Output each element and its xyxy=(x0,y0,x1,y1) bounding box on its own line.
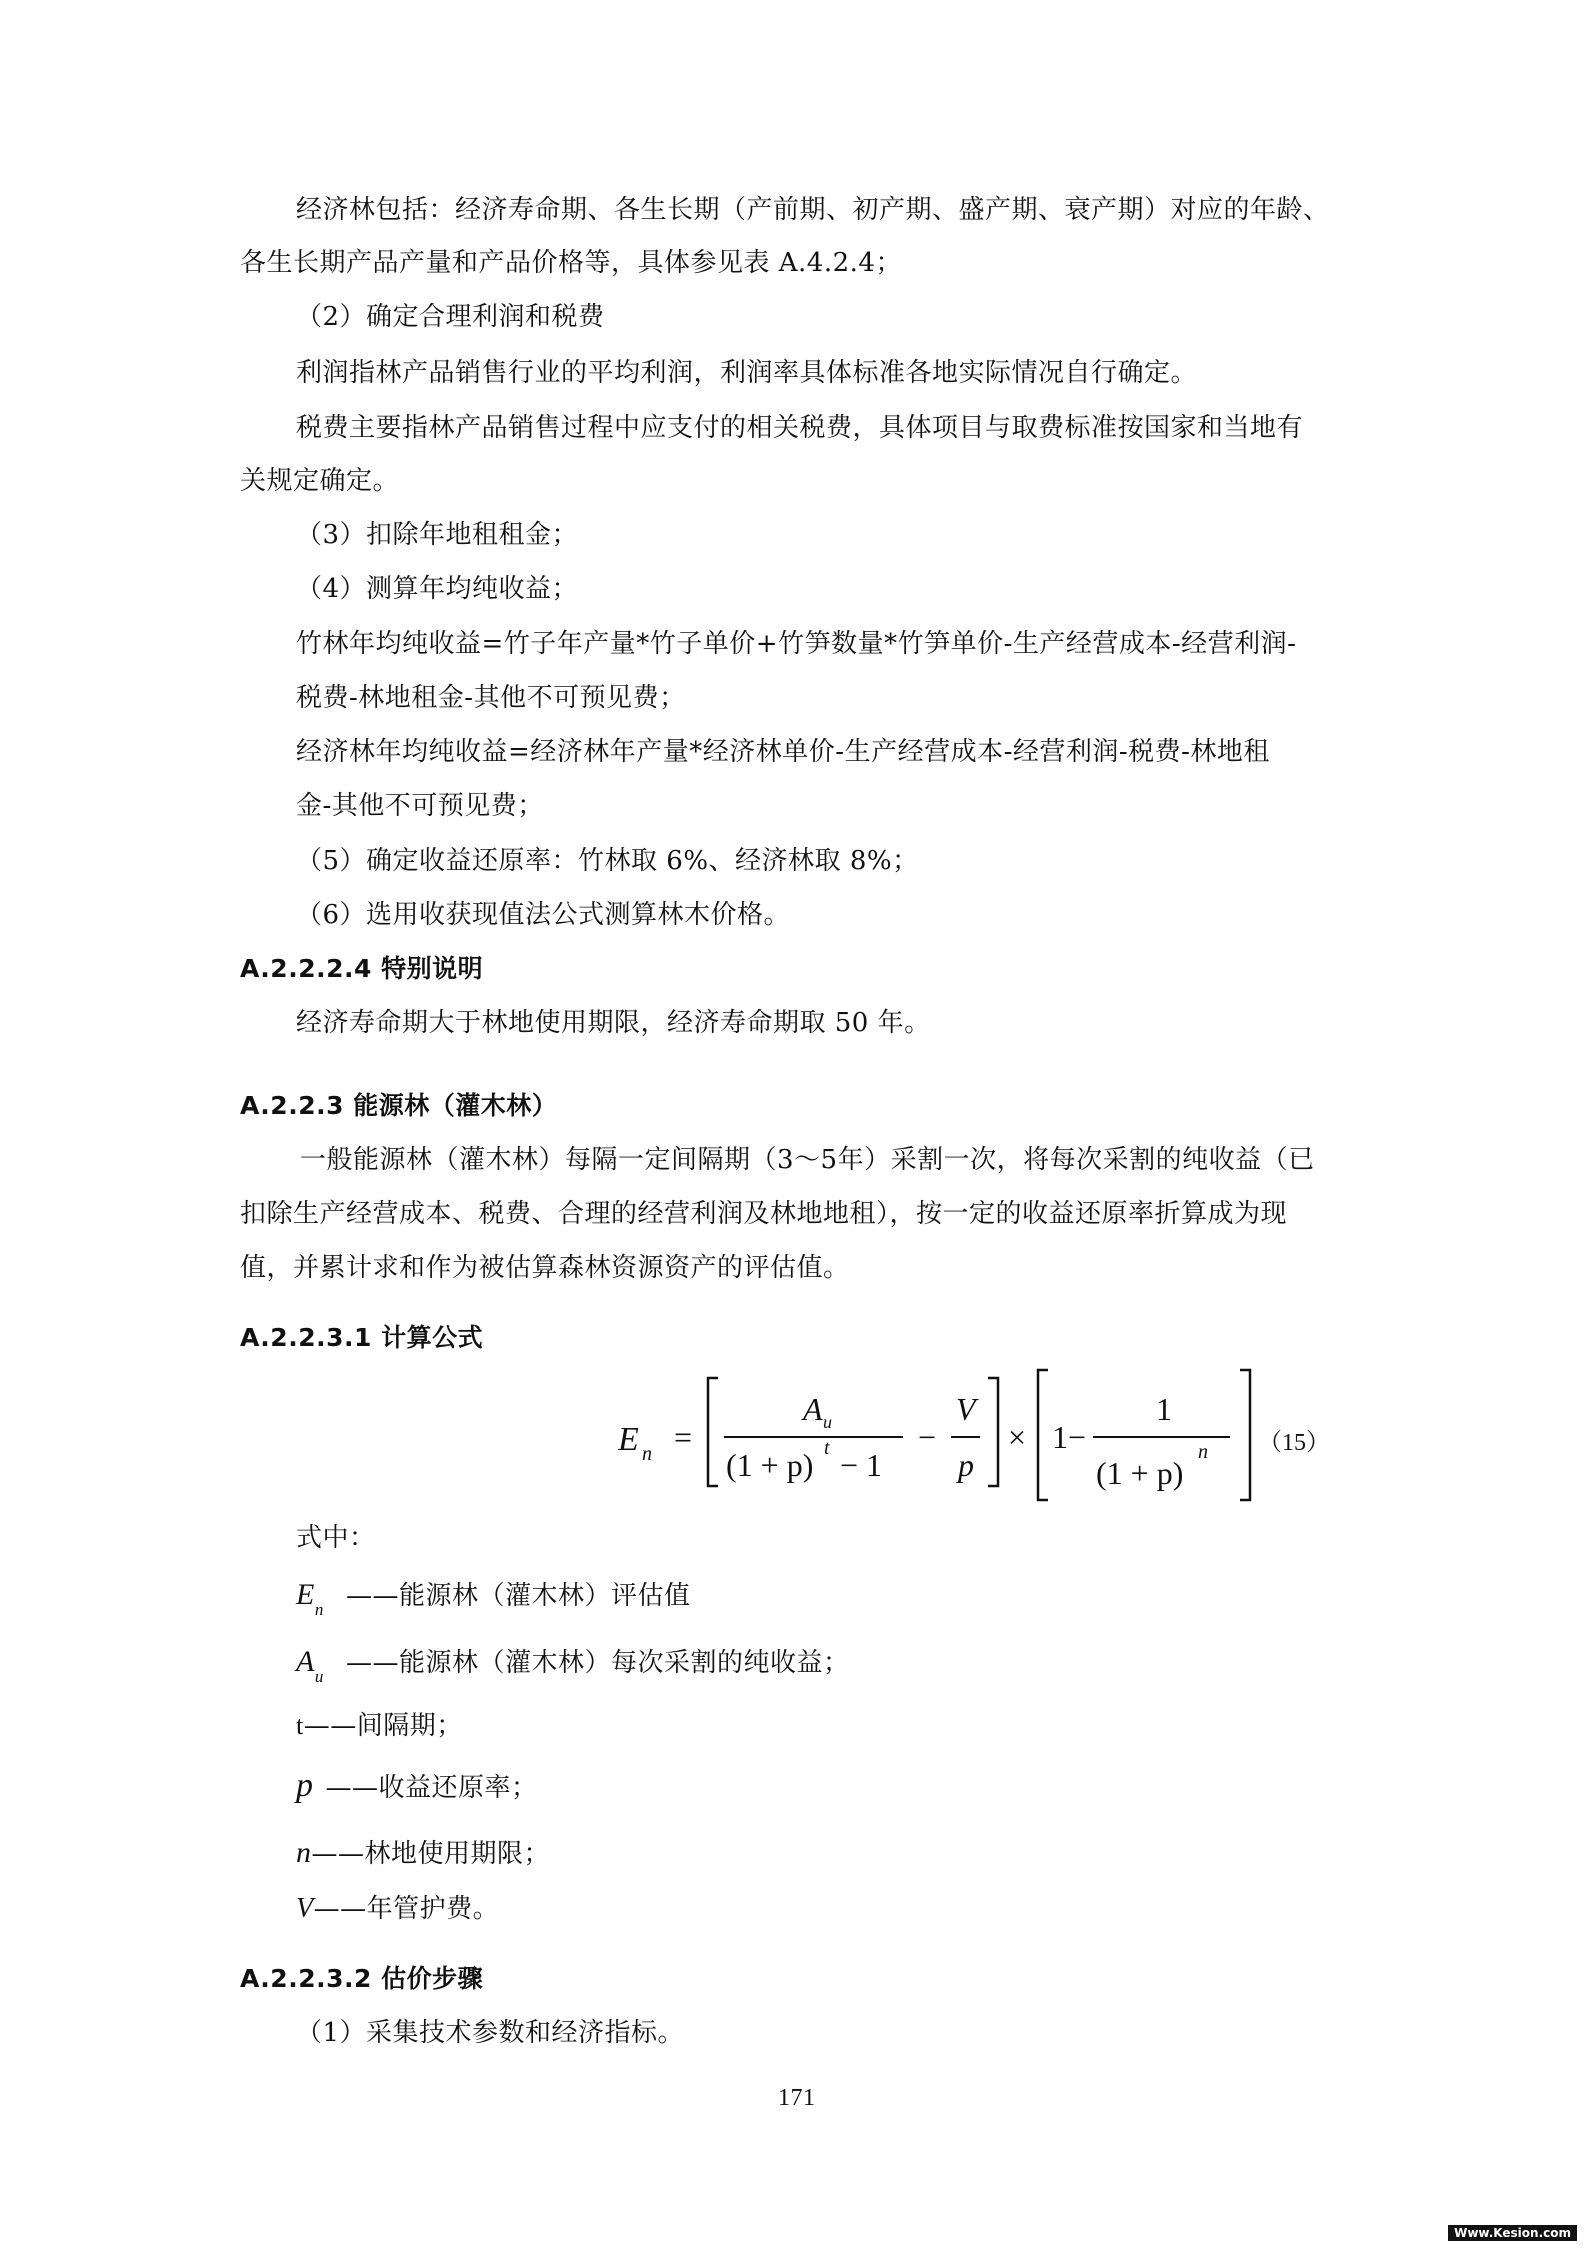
definition-text: ——年管护费。 xyxy=(313,1894,500,1924)
left-bracket-1 xyxy=(708,1378,718,1486)
heading-energy-forest: A.2.2.3 能源林（灌木林） xyxy=(240,1091,558,1120)
definition-text: ——能源林（灌木林）每次采割的纯收益； xyxy=(346,1648,850,1678)
formula-numerator-sub: u xyxy=(823,1412,832,1432)
paragraph-profit: 利润指林产品销售行业的平均利润，利润率具体标准各地实际情况自行确定。 xyxy=(296,358,1198,388)
paragraph-energy-line3: 值，并累计求和作为被估算森林资源资产的评估值。 xyxy=(240,1253,850,1283)
step-3: （3）扣除年地租租金； xyxy=(296,520,579,550)
where-label: 式中： xyxy=(296,1523,376,1553)
definition-text: ——林地使用期限； xyxy=(311,1839,551,1869)
heading-formula: A.2.2.3.1 计算公式 xyxy=(240,1323,484,1352)
paragraph-energy-line1: 一般能源林（灌木林）每隔一定间隔期（3～5年）采割一次，将每次采割的纯收益（已 xyxy=(300,1145,1315,1175)
formula-lhs-sub: n xyxy=(642,1443,652,1465)
heading-valuation-steps: A.2.2.3.2 估价步骤 xyxy=(240,1964,484,1993)
definition-text: ——能源林（灌木林）评估值 xyxy=(346,1581,691,1611)
formula-15 xyxy=(618,1368,1338,1518)
definition-en xyxy=(296,1577,691,1624)
formula-label: （15） xyxy=(1258,1430,1330,1456)
step-6: （6）选用收获现值法公式测算林木价格。 xyxy=(296,900,791,930)
step-4: （4）测算年均纯收益； xyxy=(296,574,579,604)
formula-equals: = xyxy=(674,1419,693,1455)
right-bracket-2 xyxy=(1240,1370,1250,1500)
step-2: （2）确定合理利润和税费 xyxy=(296,302,605,332)
definition-p xyxy=(296,1768,538,1806)
definition-text: ——收益还原率； xyxy=(325,1773,538,1803)
step-5: （5）确定收益还原率：竹林取 6%、经济林取 8%； xyxy=(296,846,919,876)
paragraph-special-note: 经济寿命期大于林地使用期限，经济寿命期取 50 年。 xyxy=(296,1008,931,1038)
paragraph-tax-line2: 关规定确定。 xyxy=(240,466,400,496)
paragraph-bamboo-income-line2: 税费-林地租金-其他不可预见费； xyxy=(296,683,686,713)
paragraph-energy-line2: 扣除生产经营成本、税费、合理的经营利润及林地地租），按一定的收益还原率折算成为现 xyxy=(240,1199,1288,1229)
formula-frac-den-exp: n xyxy=(1198,1441,1208,1463)
formula-frac-num: 1 xyxy=(1156,1391,1172,1427)
formula-numerator: A xyxy=(803,1391,823,1427)
formula-lhs: E xyxy=(618,1421,639,1458)
formula-denominator-exp: t xyxy=(824,1437,830,1459)
definition-symbol: t xyxy=(296,1711,304,1740)
definition-symbol: p xyxy=(296,1767,314,1804)
step-collect: （1）采集技术参数和经济指标。 xyxy=(296,2018,685,2048)
heading-special-note: A.2.2.2.4 特别说明 xyxy=(240,954,484,983)
definition-v xyxy=(296,1891,499,1927)
definition-t xyxy=(296,1708,463,1744)
definition-au xyxy=(296,1644,850,1691)
definition-n xyxy=(296,1835,550,1872)
paragraph-economic-forest-line2: 各生长期产品产量和产品价格等，具体参见表 A.4.2.4； xyxy=(240,248,902,278)
formula-denominator: (1 + p) xyxy=(726,1447,814,1483)
definition-symbol: V xyxy=(296,1893,314,1924)
left-bracket-2 xyxy=(1038,1370,1048,1500)
paragraph-tax-line1: 税费主要指林产品销售过程中应支付的相关税费，具体项目与取费标准按国家和当地有 xyxy=(296,413,1304,443)
definition-text: ——间隔期； xyxy=(303,1711,463,1741)
page-number: 171 xyxy=(778,2085,816,2111)
paragraph-economic-income-line2: 金-其他不可预见费； xyxy=(296,791,544,821)
watermark: Www.Kesion.com xyxy=(1448,2225,1577,2241)
formula-v: V xyxy=(956,1391,976,1427)
formula-minus: − xyxy=(918,1419,937,1455)
formula-denominator-tail: − 1 xyxy=(840,1447,883,1483)
formula-one: 1− xyxy=(1052,1419,1087,1455)
paragraph-economic-income-line1: 经济林年均纯收益=经济林年产量*经济林单价-生产经营成本-经营利润-税费-林地租 xyxy=(296,737,1270,767)
paragraph-bamboo-income-line1: 竹林年均纯收益=竹子年产量*竹子单价+竹笋数量*竹笋单价-生产经营成本-经营利润- xyxy=(296,629,1297,659)
definition-symbol: n xyxy=(296,1836,312,1869)
definition-symbol: $A_u$ xyxy=(296,1645,324,1686)
paragraph-economic-forest-line1: 经济林包括：经济寿命期、各生长期（产前期、初产期、盛产期、衰产期）对应的年龄、 xyxy=(296,195,1330,225)
formula-frac-den: (1 + p) xyxy=(1096,1455,1184,1491)
right-bracket-1 xyxy=(988,1378,998,1486)
definition-symbol: $E_n$ xyxy=(296,1578,324,1619)
formula-p: p xyxy=(958,1447,974,1483)
formula-times: × xyxy=(1008,1419,1027,1455)
